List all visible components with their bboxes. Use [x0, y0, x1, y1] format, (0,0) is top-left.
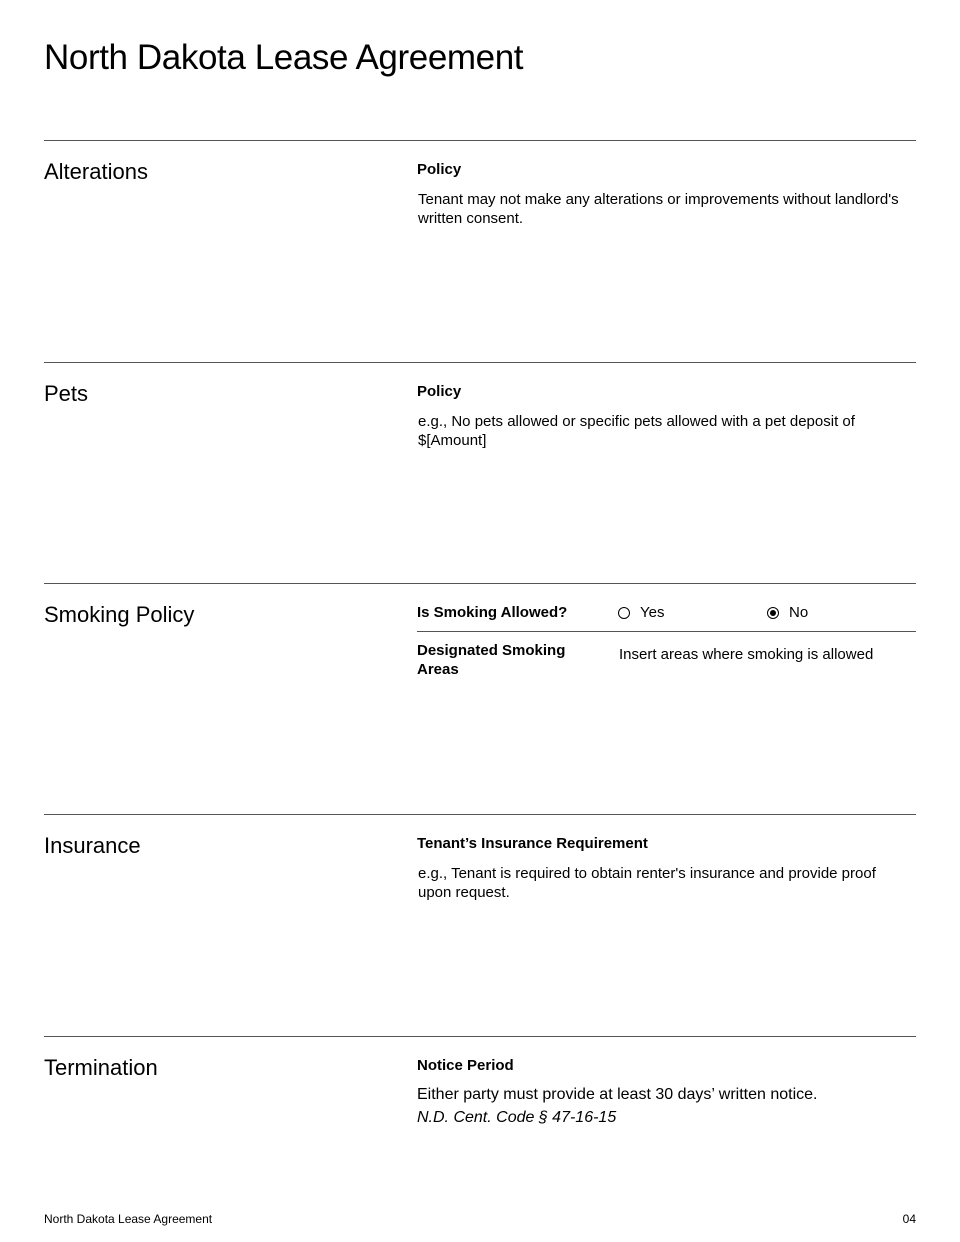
smoking-allowed-label: Is Smoking Allowed? [417, 604, 568, 621]
alterations-policy-text[interactable]: Tenant may not make any alterations or improvements without landlord's written consent. [418, 191, 899, 227]
termination-citation: N.D. Cent. Code § 47-16-15 [417, 1109, 617, 1126]
radio-selected-icon [767, 607, 779, 619]
pets-policy-label: Policy [417, 383, 462, 400]
section-insurance [44, 814, 916, 1036]
section-title-smoking: Smoking Policy [44, 602, 195, 627]
section-title-insurance: Insurance [44, 833, 141, 858]
smoking-areas-text[interactable]: Insert areas where smoking is allowed [619, 646, 874, 663]
termination-notice-label: Notice Period [417, 1057, 514, 1074]
alterations-policy-label: Policy [417, 161, 462, 178]
footer-document-title: North Dakota Lease Agreement [44, 1212, 213, 1226]
radio-unselected-icon [618, 607, 630, 619]
pets-policy-text[interactable]: e.g., No pets allowed or specific pets allowed with a pet deposit of $[Amount] [418, 413, 855, 449]
footer-page-number: 04 [902, 1212, 916, 1226]
smoking-option-yes[interactable] [618, 603, 664, 622]
smoking-option-no-label: No [789, 604, 809, 621]
section-title-alterations: Alterations [44, 159, 148, 184]
smoking-row-divider [417, 631, 916, 632]
smoking-areas-label: Designated Smoking Areas [417, 642, 566, 678]
insurance-requirement-text[interactable]: e.g., Tenant is required to obtain renter's insurance and provide proof upon request. [418, 865, 876, 901]
smoking-option-no[interactable] [767, 603, 808, 622]
smoking-option-yes-label: Yes [640, 604, 665, 621]
section-alterations [44, 140, 916, 362]
section-title-termination: Termination [44, 1055, 158, 1080]
section-pets [44, 362, 916, 584]
section-smoking [44, 583, 916, 815]
page-title: North Dakota Lease Agreement [44, 38, 524, 77]
section-title-pets: Pets [44, 381, 89, 406]
termination-notice-text[interactable]: Either party must provide at least 30 days’ written notice. [417, 1086, 818, 1103]
section-termination [44, 1036, 916, 1177]
insurance-requirement-label: Tenant’s Insurance Requirement [417, 835, 648, 852]
